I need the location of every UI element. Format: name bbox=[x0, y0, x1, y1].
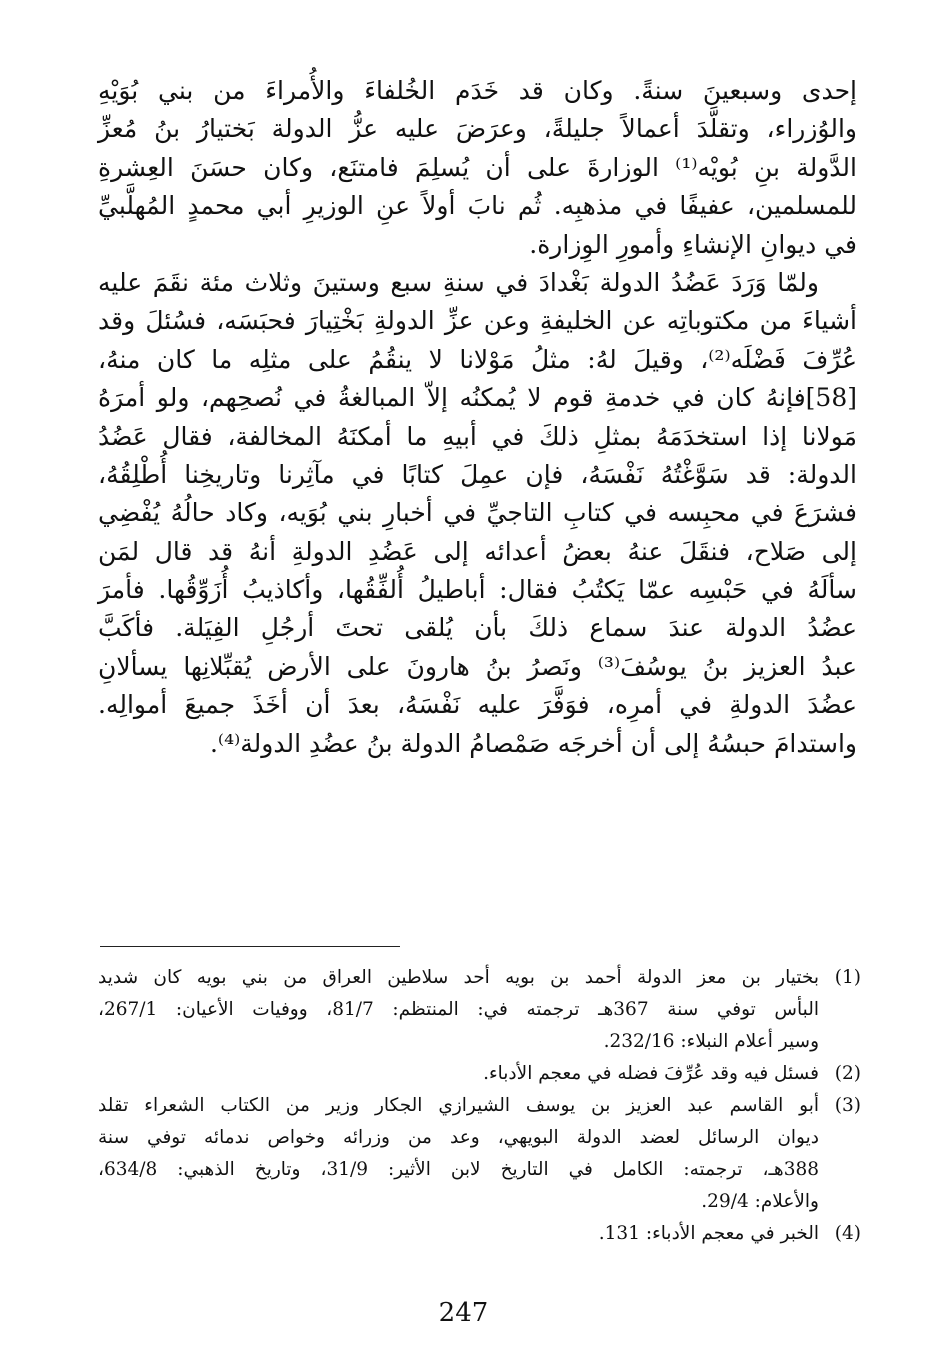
body-line: عضُدُ الدولة عندَ سماع ذلكَ بأن يُلقى تحتَ أرجُلِ الفِيَلة. فأكَبَّ bbox=[98, 613, 857, 643]
body-line: أشياءَ من مكتوباتِه عن الخليفةِ وعن عزِّ الدولةِ بَخْتِيارَ فحبَسَه، فسُئلَ وقد bbox=[98, 306, 857, 336]
body-line: عضُدَ الدولةِ في أمرِه، فوَفَّرَ عليه نَفْسَهُ، بعدَ أن أخَذَ جميعَ أموالِه. bbox=[98, 690, 857, 720]
body-line: إلى صَلاح، فنقَلَ عنهُ بعضُ أعدائه إلى عَضُدِ الدولةِ أنهُ قد قال لمَن bbox=[98, 536, 857, 566]
body-line: الدولة: قد سَوَّغْتُهُ نَفْسَهُ، فإن عمِلَ كتابًا في مآثِرنا وتاريخِنا أُطْلِقُهُ، bbox=[98, 459, 857, 489]
footnote-1 bbox=[98, 962, 861, 1058]
footnote-line: والأعلام: 29/4. bbox=[701, 1191, 819, 1212]
footnote-line: وسير أعلام النبلاء: 232/16. bbox=[603, 1031, 819, 1052]
body-line: الدَّولة بنِ بُويْه⁽¹⁾ الوزارةَ على أن يُسلِمَ فامتنَع، وكان حسَنَ العِشرةِ bbox=[98, 152, 857, 182]
body-line: إحدى وسبعينَ سنةً. وكان قد خَدَم الخُلفاءَ والأُمراءَ من بني بُوَيْهِ bbox=[98, 76, 857, 105]
footnote-line: ديوان الرسائل لعضد الدولة البويهي، وعد من وزرائه وخواص ندمائه توفي سنة bbox=[98, 1127, 819, 1148]
footnote-number: (2) bbox=[834, 1063, 861, 1084]
footnote-2 bbox=[98, 1058, 861, 1090]
body-line: عبدُ العزيز بنُ يوسُفَ⁽³⁾ ونَصرُ بنُ هارونَ على الأرض يُقبِّلانِها يسألانِ bbox=[98, 651, 857, 681]
footnote-divider bbox=[100, 946, 400, 947]
footnote-number: (4) bbox=[834, 1223, 861, 1244]
footnote-3 bbox=[98, 1090, 861, 1218]
footnotes bbox=[98, 962, 861, 1250]
footnote-number: (1) bbox=[834, 967, 861, 988]
footnote-line: بختيار بن معز الدولة أحمد بن بويه أحد سلاطين العراق من بني بويه كان شديد bbox=[98, 967, 819, 988]
footnote-line: البأس توفي سنة 367هـ ترجمته في: المنتظم: 81/7، ووفيات الأعيان: 267/1، bbox=[98, 999, 819, 1020]
body-line: مَولانا إذا استخدَمَهُ بمثلِ ذلكَ في أبيهِ ما أمكنَهُ المخالفة، فقال عَضُدُ bbox=[98, 421, 857, 451]
body-line: ولمّا وَرَدَ عَضُدُ الدولة بَغْدادَ في سنةِ سبع وستينَ وثلاث مئة نقَمَ عليه bbox=[98, 267, 819, 297]
footnote-line: فسئل فيه وقد عُرِّفَ فضله في معجم الأدباء. bbox=[483, 1063, 819, 1084]
body-line: في ديوانِ الإنشاءِ وأمورِ الوِزارة. bbox=[529, 229, 857, 259]
footnote-4 bbox=[98, 1218, 861, 1250]
body-line: فشرَعَ في محبِسه في كتابِ التاجيِّ في أخبارِ بني بُوَيه، وكاد حالُهُ يُفْضِي bbox=[98, 498, 857, 528]
footnote-line: أبو القاسم عبد العزيز بن يوسف الشيرازي الجكار وزير من الكتاب الشعراء تقلد bbox=[98, 1095, 819, 1116]
footnote-text bbox=[98, 1090, 819, 1218]
page-number: 247 bbox=[438, 1298, 489, 1328]
main-text bbox=[98, 72, 857, 763]
footnote-line: الخبر في معجم الأدباء: 131. bbox=[598, 1223, 819, 1244]
body-line: للمسلمين، عفيفًا في مذهبِه. ثُم نابَ أولاً عنِ الوزيرِ أبي محمدٍ المُهلَّبيِّ bbox=[98, 191, 857, 221]
body-line: واستدامَ حبسُهُ إلى أن أخرجَه صَمْصامُ الدولة بنُ عضُدِ الدولة⁽⁴⁾. bbox=[209, 728, 857, 758]
body-line: [58]فإنهُ كان في خدمةِ قوم لا يُمكنُه إلاّ المبالغةُ في نُصحِهم، ولو أمرَهُ bbox=[98, 383, 857, 413]
body-line: سألَهُ في حَبْسِه عمّا يَكتُبُ فقال: أباطيلُ أُلفِّقُها، وأكاذيبُ أُزَوِّقُها. فأمرَ bbox=[98, 575, 857, 605]
footnote-line: 388هـ، ترجمته: الكامل في التاريخ لابن الأثير: 31/9، وتاريخ الذهبي: 634/8، bbox=[98, 1159, 820, 1180]
footnote-text bbox=[98, 1058, 819, 1090]
footnote-number: (3) bbox=[834, 1095, 861, 1116]
body-line: والوُزراء، وتقلَّدَ أعمالاً جليلةً، وعرَضَ عليه عزُّ الدولة بَختيارُ بنُ مُعزِّ bbox=[98, 114, 857, 144]
footnote-text bbox=[98, 962, 819, 1058]
body-line: عُرِّفَ فَضْلَه⁽²⁾، وقيلَ لهُ: مثلُ مَوْلانا لا ينقُمُ على مثلِه ما كان منهُ، bbox=[98, 344, 857, 374]
footnote-text bbox=[98, 1218, 819, 1250]
